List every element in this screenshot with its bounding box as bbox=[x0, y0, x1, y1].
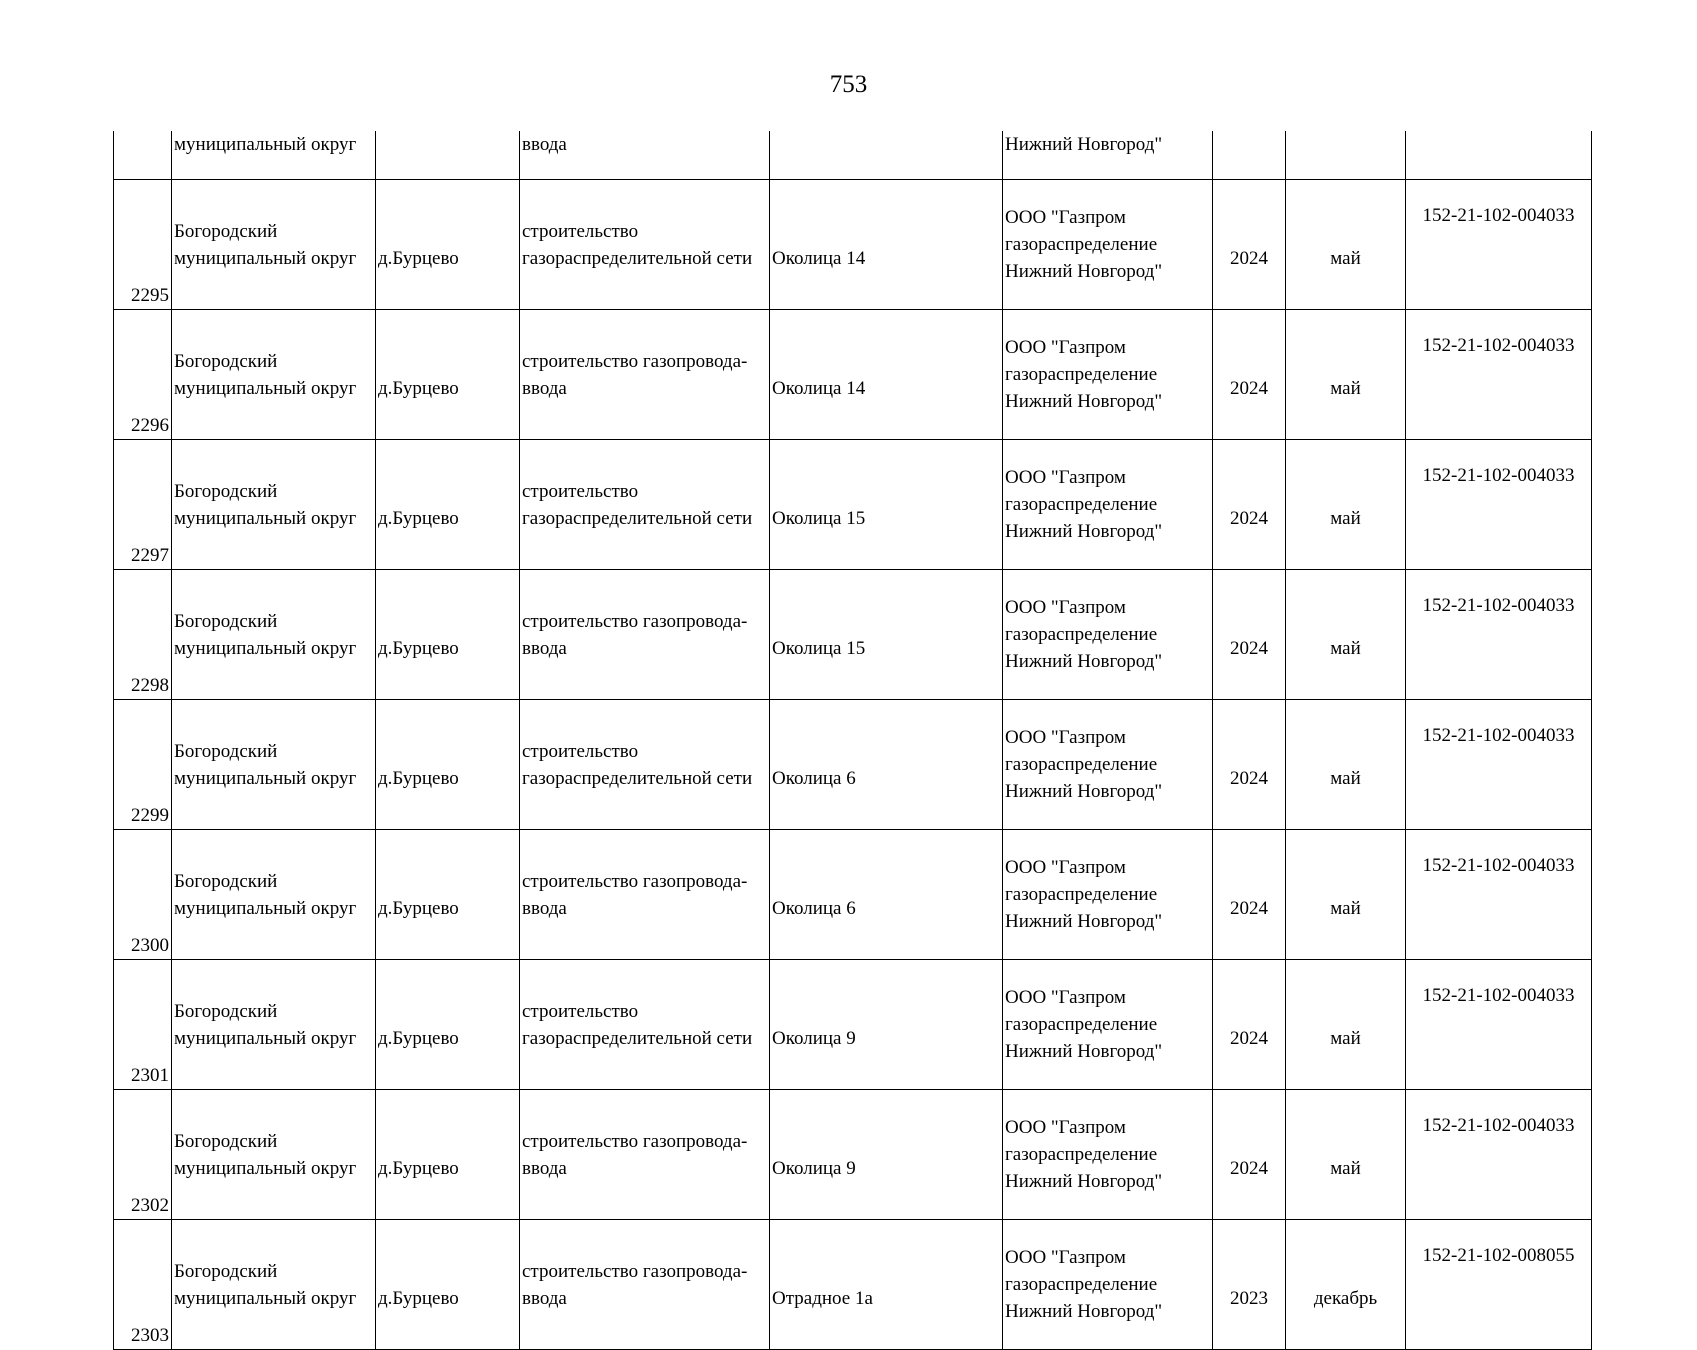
cell-year: 2024 bbox=[1213, 180, 1286, 310]
cell-month: май bbox=[1286, 440, 1406, 570]
table-row bbox=[114, 310, 1592, 440]
cell-num bbox=[114, 131, 172, 180]
cell-month: май bbox=[1286, 700, 1406, 830]
cell-work: строительство газопровода- ввода bbox=[520, 1090, 770, 1220]
cell-address: Околица 9 bbox=[770, 960, 1003, 1090]
cell-district: Богородский муниципальный округ bbox=[172, 1090, 376, 1220]
cell-work: строительство газопровода- ввода bbox=[520, 310, 770, 440]
cell-settlement: д.Бурцево bbox=[376, 960, 520, 1090]
cell-year: 2024 bbox=[1213, 960, 1286, 1090]
cell-district: Богородский муниципальный округ bbox=[172, 180, 376, 310]
table-row bbox=[114, 1220, 1592, 1350]
cell-org: ООО "Газпром газораспределение Нижний Новгород" bbox=[1003, 310, 1213, 440]
cell-month: май bbox=[1286, 1090, 1406, 1220]
cell-year: 2024 bbox=[1213, 830, 1286, 960]
cell-settlement: д.Бурцево bbox=[376, 1220, 520, 1350]
cell-settlement: д.Бурцево bbox=[376, 180, 520, 310]
table-row bbox=[114, 1090, 1592, 1220]
cell-num: 2296 bbox=[114, 310, 172, 440]
cell-year: 2023 bbox=[1213, 1220, 1286, 1350]
cell-year: 2024 bbox=[1213, 1090, 1286, 1220]
cell-settlement: д.Бурцево bbox=[376, 700, 520, 830]
cell-work: строительство газопровода- ввода bbox=[520, 830, 770, 960]
cell-settlement: д.Бурцево bbox=[376, 440, 520, 570]
cell-month: май bbox=[1286, 180, 1406, 310]
cell-month: май bbox=[1286, 830, 1406, 960]
cell-district: муниципальный округ bbox=[172, 131, 376, 180]
cell-month: май bbox=[1286, 960, 1406, 1090]
cell-code: 152-21-102-004033 bbox=[1406, 440, 1592, 570]
cell-org: ООО "Газпром газораспределение Нижний Новгород" bbox=[1003, 960, 1213, 1090]
table-row bbox=[114, 700, 1592, 830]
gasification-registry-table bbox=[113, 131, 1592, 1350]
cell-district: Богородский муниципальный округ bbox=[172, 960, 376, 1090]
cell-address: Околица 9 bbox=[770, 1090, 1003, 1220]
cell-month: декабрь bbox=[1286, 1220, 1406, 1350]
cell-address: Околица 15 bbox=[770, 440, 1003, 570]
cell-code: 152-21-102-004033 bbox=[1406, 700, 1592, 830]
cell-work: строительство газораспределительной сети bbox=[520, 960, 770, 1090]
cell-code: 152-21-102-004033 bbox=[1406, 960, 1592, 1090]
cell-settlement: д.Бурцево bbox=[376, 570, 520, 700]
cell-settlement bbox=[376, 131, 520, 180]
cell-org: ООО "Газпром газораспределение Нижний Новгород" bbox=[1003, 700, 1213, 830]
table-row bbox=[114, 960, 1592, 1090]
cell-code: 152-21-102-004033 bbox=[1406, 830, 1592, 960]
page-number: 753 bbox=[829, 71, 868, 98]
cell-code: 152-21-102-004033 bbox=[1406, 180, 1592, 310]
cell-num: 2300 bbox=[114, 830, 172, 960]
cell-work: строительство газопровода- ввода bbox=[520, 1220, 770, 1350]
cell-num: 2297 bbox=[114, 440, 172, 570]
cell-work: ввода bbox=[520, 131, 770, 180]
cell-address bbox=[770, 131, 1003, 180]
cell-org: ООО "Газпром газораспределение Нижний Новгород" bbox=[1003, 830, 1213, 960]
cell-num: 2295 bbox=[114, 180, 172, 310]
cell-code: 152-21-102-008055 bbox=[1406, 1220, 1592, 1350]
cell-month bbox=[1286, 131, 1406, 180]
cell-work: строительство газораспределительной сети bbox=[520, 700, 770, 830]
cell-district: Богородский муниципальный округ bbox=[172, 1220, 376, 1350]
cell-year: 2024 bbox=[1213, 570, 1286, 700]
cell-code bbox=[1406, 131, 1592, 180]
cell-address: Околица 14 bbox=[770, 180, 1003, 310]
cell-num: 2298 bbox=[114, 570, 172, 700]
table-row bbox=[114, 180, 1592, 310]
cell-code: 152-21-102-004033 bbox=[1406, 570, 1592, 700]
table-row bbox=[114, 830, 1592, 960]
cell-settlement: д.Бурцево bbox=[376, 830, 520, 960]
cell-org: ООО "Газпром газораспределение Нижний Новгород" bbox=[1003, 1090, 1213, 1220]
cell-num: 2299 bbox=[114, 700, 172, 830]
cell-year: 2024 bbox=[1213, 440, 1286, 570]
cell-year: 2024 bbox=[1213, 700, 1286, 830]
cell-num: 2303 bbox=[114, 1220, 172, 1350]
cell-district: Богородский муниципальный округ bbox=[172, 830, 376, 960]
cell-address: Околица 15 bbox=[770, 570, 1003, 700]
table-row bbox=[114, 570, 1592, 700]
cell-work: строительство газораспределительной сети bbox=[520, 440, 770, 570]
cell-code: 152-21-102-004033 bbox=[1406, 310, 1592, 440]
cell-org: ООО "Газпром газораспределение Нижний Новгород" bbox=[1003, 570, 1213, 700]
cell-year bbox=[1213, 131, 1286, 180]
cell-district: Богородский муниципальный округ bbox=[172, 440, 376, 570]
cell-code: 152-21-102-004033 bbox=[1406, 1090, 1592, 1220]
table-body bbox=[114, 131, 1592, 1350]
cell-work: строительство газораспределительной сети bbox=[520, 180, 770, 310]
cell-district: Богородский муниципальный округ bbox=[172, 310, 376, 440]
continued-row bbox=[114, 131, 1592, 180]
cell-address: Отрадное 1а bbox=[770, 1220, 1003, 1350]
cell-settlement: д.Бурцево bbox=[376, 1090, 520, 1220]
table-row bbox=[114, 440, 1592, 570]
cell-org: ООО "Газпром газораспределение Нижний Новгород" bbox=[1003, 1220, 1213, 1350]
cell-settlement: д.Бурцево bbox=[376, 310, 520, 440]
cell-month: май bbox=[1286, 570, 1406, 700]
cell-address: Околица 6 bbox=[770, 830, 1003, 960]
cell-num: 2302 bbox=[114, 1090, 172, 1220]
cell-num: 2301 bbox=[114, 960, 172, 1090]
cell-district: Богородский муниципальный округ bbox=[172, 570, 376, 700]
cell-org: Нижний Новгород" bbox=[1003, 131, 1213, 180]
cell-address: Околица 14 bbox=[770, 310, 1003, 440]
cell-org: ООО "Газпром газораспределение Нижний Новгород" bbox=[1003, 440, 1213, 570]
cell-year: 2024 bbox=[1213, 310, 1286, 440]
cell-work: строительство газопровода- ввода bbox=[520, 570, 770, 700]
cell-org: ООО "Газпром газораспределение Нижний Новгород" bbox=[1003, 180, 1213, 310]
cell-month: май bbox=[1286, 310, 1406, 440]
cell-address: Околица 6 bbox=[770, 700, 1003, 830]
cell-district: Богородский муниципальный округ bbox=[172, 700, 376, 830]
